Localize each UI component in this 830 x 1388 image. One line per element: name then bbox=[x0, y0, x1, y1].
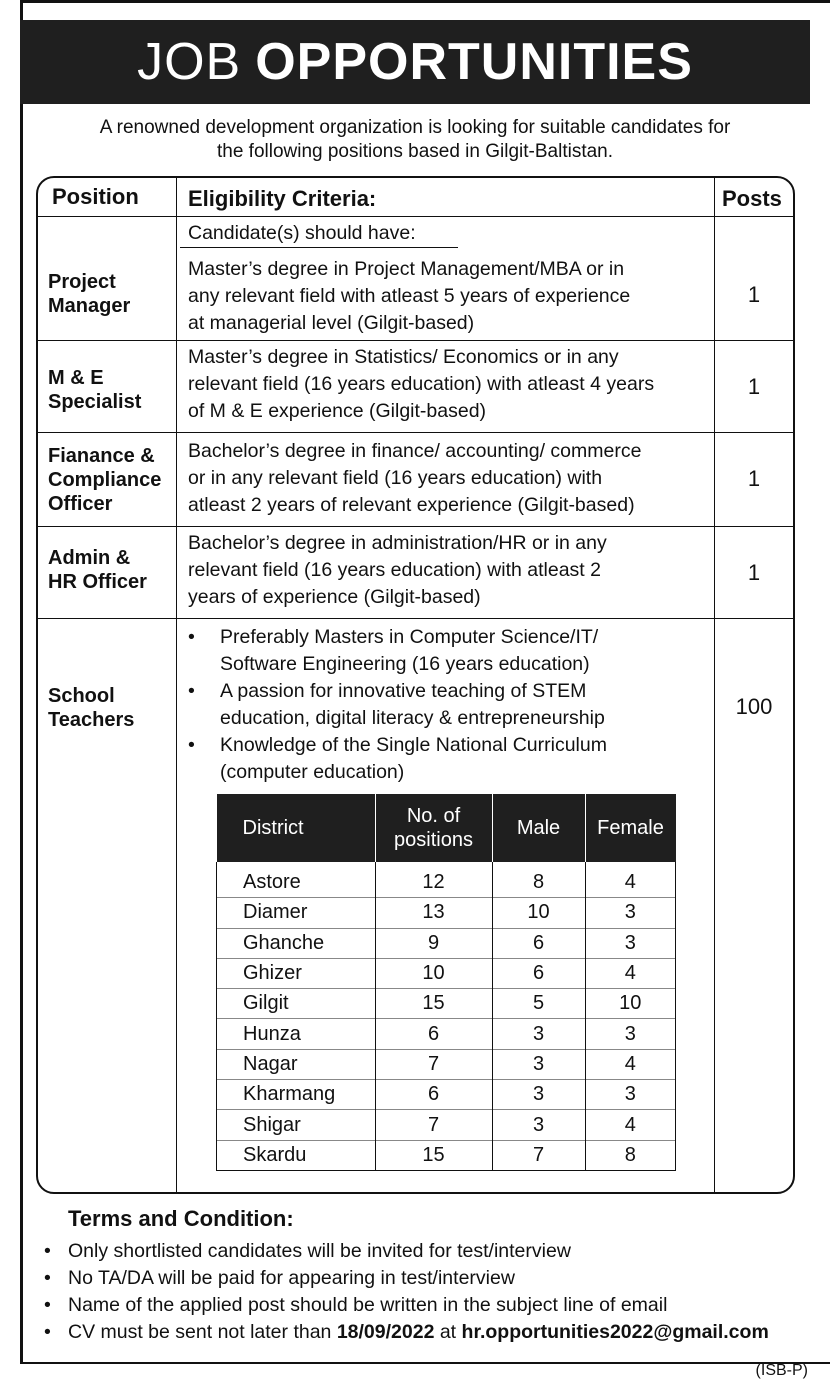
criteria-line: atleast 2 years of relevant experience (Gilgit-based) bbox=[188, 494, 635, 516]
terms-title: Terms and Condition: bbox=[68, 1206, 294, 1231]
criteria-sub-heading: Candidate(s) should have: bbox=[180, 222, 458, 248]
district-row bbox=[217, 898, 676, 928]
male-header: Male bbox=[492, 794, 585, 862]
position-me-specialist bbox=[48, 366, 141, 414]
intro-line-2: the following positions based in Gilgit-Baltistan. bbox=[216, 141, 614, 162]
position-line: M & E bbox=[48, 367, 104, 389]
district-cell: Ghanche bbox=[217, 928, 376, 958]
criteria-line: of M & E experience (Gilgit-based) bbox=[188, 400, 487, 422]
female-cell: 8 bbox=[585, 1140, 676, 1170]
male-cell: 8 bbox=[492, 862, 585, 898]
district-table bbox=[216, 794, 676, 1171]
posts-project-manager: 1 bbox=[747, 282, 761, 307]
male-cell: 6 bbox=[492, 958, 585, 988]
district-cell: Nagar bbox=[217, 1049, 376, 1079]
positions-cell: 13 bbox=[375, 898, 492, 928]
row-divider bbox=[38, 618, 793, 619]
position-finance-officer bbox=[48, 444, 161, 516]
district-row bbox=[217, 1140, 676, 1170]
district-cell: Hunza bbox=[217, 1019, 376, 1049]
district-row bbox=[217, 989, 676, 1019]
district-row bbox=[217, 928, 676, 958]
district-header-row bbox=[217, 794, 676, 862]
female-cell: 10 bbox=[585, 989, 676, 1019]
teacher-requirements bbox=[184, 624, 724, 786]
column-divider bbox=[176, 178, 177, 1192]
district-row bbox=[217, 958, 676, 988]
requirement-line: education, digital literacy & entrepreneurship bbox=[220, 707, 605, 729]
row-divider bbox=[38, 216, 793, 217]
positions-header-line: positions bbox=[394, 829, 473, 851]
criteria-line: years of experience (Gilgit-based) bbox=[188, 586, 481, 608]
criteria-line: Bachelor’s degree in finance/ accounting/ commerce bbox=[188, 440, 642, 462]
positions-cell: 6 bbox=[375, 1019, 492, 1049]
criteria-line: or in any relevant field (16 years education) with bbox=[188, 467, 603, 489]
requirement-item bbox=[184, 624, 724, 678]
positions-cell: 6 bbox=[375, 1080, 492, 1110]
title-opportunities: OPPORTUNITIES bbox=[255, 33, 693, 91]
positions-cell: 9 bbox=[375, 928, 492, 958]
terms-item-deadline bbox=[40, 1319, 800, 1346]
positions-cell: 12 bbox=[375, 862, 492, 898]
district-row bbox=[217, 1110, 676, 1140]
posts-admin-hr: 1 bbox=[747, 560, 761, 585]
requirement-line: • Preferably Masters in Computer Science/IT/ bbox=[220, 626, 599, 648]
row-divider bbox=[38, 340, 793, 341]
criteria-line: relevant field (16 years education) with atleast 4 years bbox=[188, 373, 655, 395]
male-cell: 6 bbox=[492, 928, 585, 958]
contact-email[interactable]: hr.opportunities2022@gmail.com bbox=[461, 1321, 769, 1343]
position-line: School bbox=[48, 685, 115, 707]
header-criteria: Eligibility Criteria: bbox=[188, 186, 377, 211]
row-divider bbox=[38, 526, 793, 527]
criteria-line: Master’s degree in Statistics/ Economics or in any bbox=[188, 346, 619, 368]
positions-cell: 7 bbox=[375, 1049, 492, 1079]
position-line: Admin & bbox=[48, 547, 131, 569]
female-header: Female bbox=[585, 794, 676, 862]
intro-line-1: A renowned development organization is looking for suitable candidates for bbox=[99, 117, 731, 138]
male-cell: 3 bbox=[492, 1110, 585, 1140]
criteria-finance-officer bbox=[188, 438, 723, 519]
position-line: Teachers bbox=[48, 709, 135, 731]
district-cell: Shigar bbox=[217, 1110, 376, 1140]
positions-header-line: No. of bbox=[406, 805, 461, 827]
positions-cell: 10 bbox=[375, 958, 492, 988]
deadline-date: 18/09/2022 bbox=[336, 1321, 435, 1343]
position-line: HR Officer bbox=[48, 571, 147, 593]
male-cell: 3 bbox=[492, 1049, 585, 1079]
requirement-line: • A passion for innovative teaching of STEM bbox=[220, 680, 587, 702]
female-cell: 4 bbox=[585, 1110, 676, 1140]
district-row bbox=[217, 862, 676, 898]
requirement-item bbox=[184, 732, 724, 786]
requirement-line: • Knowledge of the Single National Curriculum bbox=[220, 734, 607, 756]
positions-table bbox=[36, 176, 795, 1194]
title-banner bbox=[20, 20, 810, 104]
row-divider bbox=[38, 432, 793, 433]
header-posts: Posts bbox=[722, 186, 782, 211]
intro-text bbox=[40, 116, 790, 164]
requirement-item bbox=[184, 678, 724, 732]
position-line: Fianance & bbox=[48, 445, 155, 467]
ad-code: (ISB-P) bbox=[755, 1362, 808, 1379]
district-header: District bbox=[217, 794, 376, 862]
criteria-line: at managerial level (Gilgit-based) bbox=[188, 312, 475, 334]
criteria-line: any relevant field with atleast 5 years of experience bbox=[188, 285, 631, 307]
posts-me-specialist: 1 bbox=[747, 374, 761, 399]
position-line: Officer bbox=[48, 493, 113, 515]
posts-finance-officer: 1 bbox=[747, 466, 761, 491]
female-cell: 3 bbox=[585, 928, 676, 958]
male-cell: 5 bbox=[492, 989, 585, 1019]
female-cell: 3 bbox=[585, 1019, 676, 1049]
posts-school-teachers: 100 bbox=[735, 694, 773, 719]
male-cell: 10 bbox=[492, 898, 585, 928]
position-line: Manager bbox=[48, 295, 131, 317]
requirement-line: Software Engineering (16 years education) bbox=[220, 653, 590, 675]
terms-item: • No TA/DA will be paid for appearing in test/interview bbox=[40, 1265, 800, 1292]
district-cell: Gilgit bbox=[217, 989, 376, 1019]
male-cell: 3 bbox=[492, 1019, 585, 1049]
positions-cell: 15 bbox=[375, 989, 492, 1019]
position-line: Specialist bbox=[48, 391, 142, 413]
male-cell: 7 bbox=[492, 1140, 585, 1170]
criteria-line: relevant field (16 years education) with atleast 2 bbox=[188, 559, 601, 581]
criteria-line: Master’s degree in Project Management/MBA or in bbox=[188, 258, 625, 280]
header-position: Position bbox=[52, 184, 139, 209]
female-cell: 3 bbox=[585, 898, 676, 928]
deadline-at: at bbox=[434, 1321, 462, 1343]
position-line: Compliance bbox=[48, 469, 162, 491]
requirement-line: (computer education) bbox=[220, 761, 405, 783]
district-cell: Diamer bbox=[217, 898, 376, 928]
terms-item: • Only shortlisted candidates will be invited for test/interview bbox=[40, 1238, 800, 1265]
district-row bbox=[217, 1019, 676, 1049]
district-cell: Kharmang bbox=[217, 1080, 376, 1110]
title-job: JOB bbox=[137, 33, 242, 91]
female-cell: 4 bbox=[585, 862, 676, 898]
male-cell: 3 bbox=[492, 1080, 585, 1110]
female-cell: 4 bbox=[585, 1049, 676, 1079]
criteria-project-manager bbox=[188, 256, 723, 337]
criteria-line: Bachelor’s degree in administration/HR or in any bbox=[188, 532, 607, 554]
district-cell: Skardu bbox=[217, 1140, 376, 1170]
position-school-teachers bbox=[48, 684, 134, 732]
position-project-manager bbox=[48, 270, 130, 318]
district-cell: Ghizer bbox=[217, 958, 376, 988]
positions-header bbox=[375, 794, 492, 862]
positions-cell: 7 bbox=[375, 1110, 492, 1140]
terms-item: • Name of the applied post should be written in the subject line of email bbox=[40, 1292, 800, 1319]
position-admin-hr bbox=[48, 546, 147, 594]
criteria-me-specialist bbox=[188, 344, 723, 425]
deadline-prefix: CV must be sent not later than bbox=[68, 1321, 337, 1343]
criteria-admin-hr bbox=[188, 530, 723, 611]
positions-cell: 15 bbox=[375, 1140, 492, 1170]
female-cell: 3 bbox=[585, 1080, 676, 1110]
district-row bbox=[217, 1049, 676, 1079]
terms-list bbox=[40, 1238, 800, 1346]
female-cell: 4 bbox=[585, 958, 676, 988]
position-line: Project bbox=[48, 271, 116, 293]
district-cell: Astore bbox=[217, 862, 376, 898]
district-row bbox=[217, 1080, 676, 1110]
